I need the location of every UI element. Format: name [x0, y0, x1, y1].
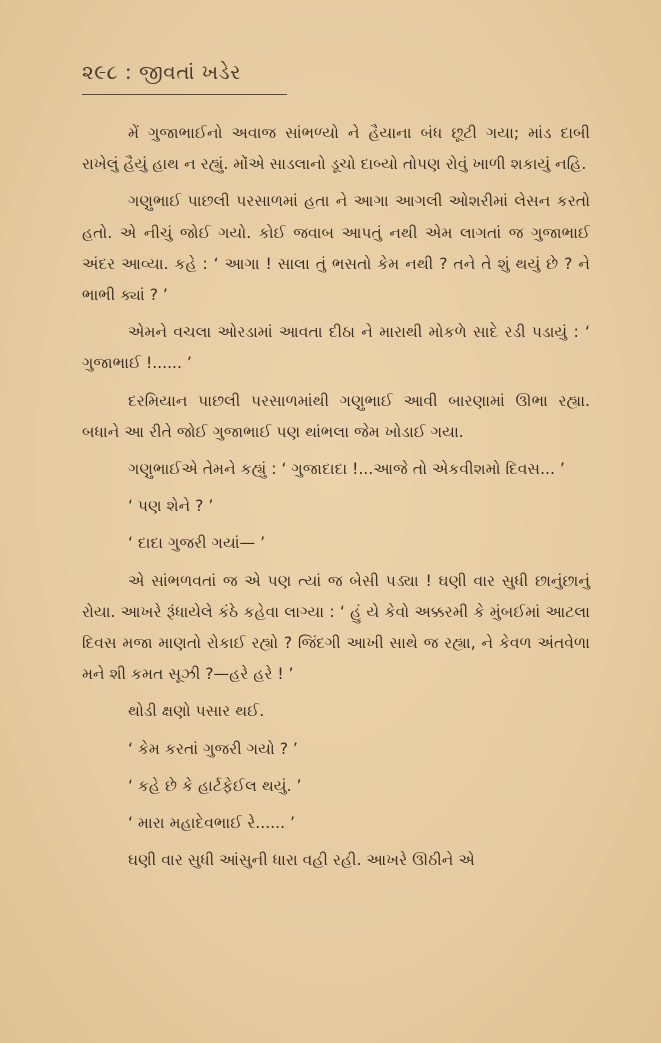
- page-header: [82, 60, 552, 84]
- paragraph-7: ઘણી વાર સુધી આંસુની ધારા વહી રહી. આખરે ઊઠીને એ: [128, 851, 475, 870]
- header-rule: [82, 94, 287, 95]
- paragraph-1: મેં ગુજાભાઈનો અવાજ સાંભળ્યો ને હૈયાના બંધ છૂટી ગયા; માંડ દાબી રાખેલું હૈયું હાથ ન રહ્યું. મોંએ સાડલાનો ડૂચો દાબ્યો તોપણ રોવું ખાળી શકાયું નહિ.: [82, 124, 590, 174]
- running-head: ૨૯૮ : જીવતાં ખડેર: [82, 60, 241, 84]
- narration-line: થોડી ક્ષણો પસાર થઈ.: [128, 702, 265, 721]
- dialog-line-1: ‘ પણ શેને ? ’: [128, 497, 214, 516]
- dialog-line-4: ‘ કહે છે કે હાર્ટફેઈલ થયું. ’: [128, 776, 302, 795]
- paragraph-2: ગણુભાઈ પાછલી પરસાળમાં હતા ને આગા આગલી ઓશરીમાં લેસન કરતો હતો. એ નીચું જોઈ ગયો. કોઈ જવાબ આપતું નથી એમ લાગતાં જ ગુજાભાઈ અંદર આવ્યા. કહે : ‘ આગા ! સાલા તું ભસતો કેમ નથી ? તને તે શું થયું છે ? ને ભાભી ક્યાં ? ’: [82, 192, 590, 305]
- paragraph-4: દરમિયાન પાછલી પરસાળમાંથી ગણુભાઈ આવી બારણામાં ઊભા રહ્યા. બધાને આ રીતે જોઈ ગુજાભાઈ પણ થાંભલા જેમ ખોડાઈ ગયા.: [82, 391, 590, 441]
- paragraph-6: એ સાંભળવતાં જ એ પણ ત્યાં જ બેસી પડ્યા ! ઘણી વાર સુધી છાનુંછાનું રોયા. આખરે રૂંધાયેલે કંઠે કહેવા લાગ્યા : ‘ હું યે કેવો અક્કરમી કે મુંબઈમાં આટલા દિવસ મજા માણતો રોકાઈ રહ્યો ? જિંદગી આખી સાથે જ રહ્યા, ને કેવળ અંતવેળા મને શી કમત સૂઝી ?—હરે હરે ! ’: [82, 571, 590, 684]
- dialog-line-2: ‘ દાદા ગુજરી ગયાં— ’: [128, 534, 266, 553]
- dialog-line-5: ‘ મારા મહાદેવભાઈ રે...... ’: [128, 814, 295, 833]
- paragraph-5: ગણુભાઈએ તેમને કહ્યું : ‘ ગુજાદાદા !...આજે તો એકવીશમો દિવસ... ’: [128, 460, 565, 479]
- dialog-line-3: ‘ કેમ કરતાં ગુજરી ગયો ? ’: [128, 739, 298, 758]
- page-body: [82, 118, 590, 876]
- paragraph-3: એમને વચલા ઓરડામાં આવતા દીઠા ને મારાથી મોકળે સાદે રડી પડાયું : ‘ ગુજાભાઈ !...... ’: [82, 323, 590, 373]
